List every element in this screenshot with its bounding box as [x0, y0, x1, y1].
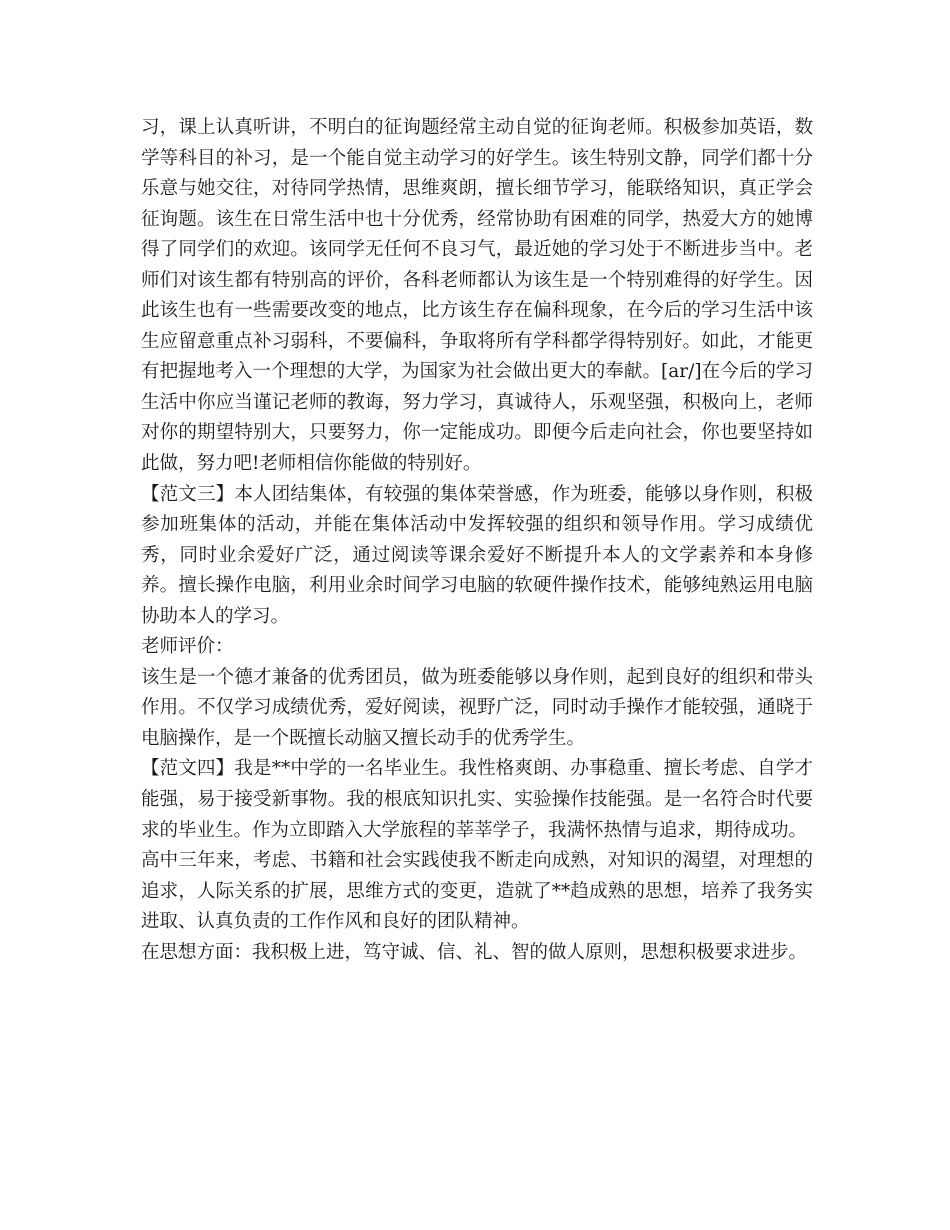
document-body: [141, 113, 813, 968]
paragraph-ideology: 在思想方面：我积极上进，笃守诚、信、礼、智的做人原则，思想积极要求进步。: [141, 941, 808, 963]
paragraph-sample-three: 【范文三】本人团结集体，有较强的集体荣誉感，作为班委，能够以身作则，积极参加班集体的活动，并能在集体活动中发挥较强的组织和领导作用。学习成绩优秀，同时业余爱好广泛，通过阅读等课余爱好不断提升本人的文学素养和本身修养。擅长操作电脑，利用业余时间学习电脑的软硬件操作技术，能够纯熟运用电脑协助本人的学习。: [141, 483, 813, 627]
paragraph-sample-four: 【范文四】我是**中学的一名毕业生。我性格爽朗、办事稳重、擅长考虑、自学才能强，易于接受新事物。我的根底知识扎实、实验操作技能强。是一名符合时代要求的毕业生。作为立即踏入大学旅程的莘莘学子，我满怀热情与追求，期待成功。: [141, 758, 813, 841]
paragraph-teacher-comment-continued: 习，课上认真听讲，不明白的征询题经常主动自觉的征询老师。积极参加英语，数学等科目的补习，是一个能自觉主动学习的好学生。该生特别文静，同学们都十分乐意与她交往，对待同学热情，思维爽朗，擅长细节学习，能联络知识，真正学会征询题。该生在日常生活中也十分优秀，经常协助有困难的同学，热爱大方的她博得了同学们的欢迎。该同学无任何不良习气，最近她的学习处于不断进步当中。老师们对该生都有特别高的评价，各科老师都认为该生是一个特别难得的好学生。因此该生也有一些需要改变的地点，比方该生存在偏科现象，在今后的学习生活中该生应留意重点补习弱科，不要偏科，争取将所有学科都学得特别好。如此，才能更有把握地考入一个理想的大学，为国家为社会做出更大的奉献。[ar/]在今后的学习生活中你应当谨记老师的教诲，努力学习，真诚待人，乐观坚强，积极向上，老师对你的期望特别大，只要努力，你一定能成功。即便今后走向社会，你也要坚持如此做，努力吧!老师相信你能做的特别好。: [141, 117, 813, 475]
paragraph-high-school-years: 高中三年来，考虑、书籍和社会实践使我不断走向成熟，对知识的渴望，对理想的追求，人际关系的扩展，思维方式的变更，造就了**趋成熟的思想，培养了我务实进取、认真负责的工作作风和良好的团队精神。: [141, 850, 813, 933]
paragraph-teacher-evaluation-heading: 老师评价：: [141, 636, 234, 658]
paragraph-teacher-evaluation: 该生是一个德才兼备的优秀团员，做为班委能够以身作则，起到良好的组织和带头作用。不仅学习成绩优秀，爱好阅读，视野广泛，同时动手操作才能较强，通晓于电脑操作，是一个既擅长动脑又擅长动手的优秀学生。: [141, 666, 813, 749]
